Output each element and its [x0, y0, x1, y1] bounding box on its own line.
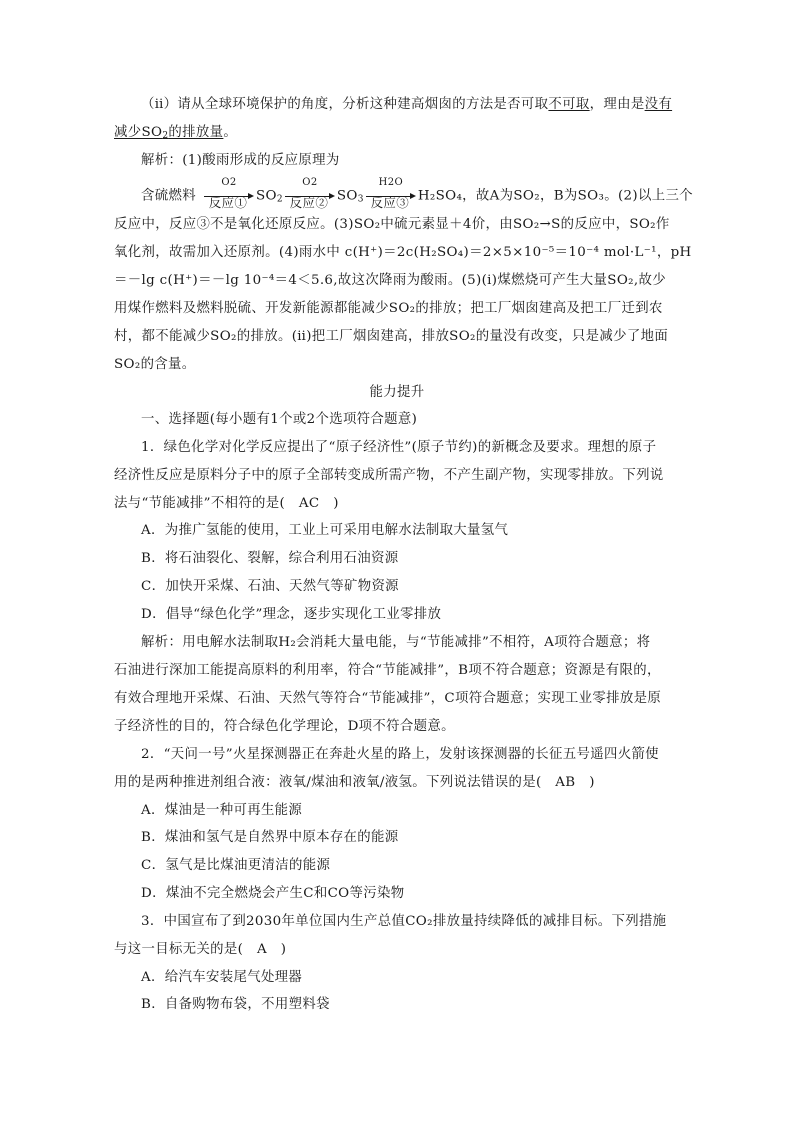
question-1-analysis: 子经济性的目的，符合绿色化学理论，D项不符合题意。 — [114, 719, 455, 734]
analysis-line: ＝－lg c(H⁺)＝－lg 10⁻⁴＝4＜5.6,故这次降雨为酸雨。(5)(ⅰ)煤燃烧可产生大量SO₂,故少 — [114, 273, 666, 288]
analysis-line: 反应中，反应③不是氧化还原反应。(3)SO₂中硫元素显＋4价，由SO₂→S的反应中，SO₂作 — [114, 217, 670, 232]
question-1-option-d: D．倡导“绿色化学”理念，逐步实现化工业零排放 — [141, 607, 442, 622]
question-3-option-a: A．给汽车安装尾气处理器 — [141, 970, 303, 985]
analysis-heading: 解析：(1)酸雨形成的反应原理为 — [141, 153, 340, 168]
question-2-option-c: C．氢气是比煤油更清洁的能源 — [141, 858, 331, 873]
answer-underlined: 不可取 — [548, 97, 590, 112]
reaction-arrow-2: O2 反应② — [285, 186, 335, 206]
reaction-equation-line: 含硫燃料 O2 反应① $SO_2$ O2 反应② $SO_3$ H2O 反应③ H₂SO₄，故A为SO₂，B为SO₃。(2)以上三个 — [141, 177, 693, 210]
question-2-option-d: D．煤油不完全燃烧会产生C和CO等污染物 — [141, 886, 405, 901]
answer-underlined: 没有 — [644, 97, 673, 112]
part-title: 一、选择题(每小题有1个或2个选项符合题意) — [141, 412, 418, 427]
question-1-analysis: 解析：用电解水法制取H₂会消耗大量电能，与“节能减排”不相符，A项符合题意；将 — [141, 635, 651, 650]
analysis-line: SO₂的含量。 — [114, 357, 196, 372]
question-1-option-b: B．将石油裂化、裂解，综合利用石油资源 — [141, 551, 399, 566]
question-continuation-line-1 — [141, 95, 711, 115]
question-3-stem: 3．中国宣布了到2030年单位国内生产总值CO₂排放量持续降低的减排目标。下列措施 — [141, 914, 667, 929]
analysis-line: 氧化剂，故需加入还原剂。(4)雨水中 c(H⁺)＝2c(H₂SO₄)＝2×5×10⁻⁵＝10⁻⁴ mol·L⁻¹，pH — [114, 245, 692, 260]
reaction-arrow-1: O2 反应① — [204, 186, 254, 206]
section-title: 能力提升 — [369, 385, 425, 400]
answer-underlined: 减少$SO_2$的排放量 — [114, 125, 224, 141]
analysis-line: 用煤作燃料及燃料脱硫、开发新能源都能减少SO₂的排放；把工厂烟囱建高及把工厂迁到农 — [114, 301, 663, 316]
question-2-stem: 用的是两种推进剂组合液：液氧/煤油和液氧/液氢。下列说法错误的是( AB ) — [114, 775, 595, 790]
question-1-stem: 1．绿色化学对化学反应提出了“原子经济性”(原子节约)的新概念及要求。理想的原子 — [141, 440, 657, 455]
question-2-stem: 2．“天问一号”火星探测器正在奔赴火星的路上，发射该探测器的长征五号遥四火箭使 — [141, 747, 659, 762]
question-3-stem: 与这一目标无关的是( A ) — [114, 942, 287, 957]
question-1-analysis: 有效合理地开采煤、石油、天然气等符合“节能减排”，C项符合题意；实现工业零排放是原 — [114, 691, 662, 706]
question-1-stem: 法与“节能减排”不相符的是( AC ) — [114, 496, 339, 511]
reaction-arrow-3: H2O 反应③ — [366, 186, 416, 206]
question-3-option-b: B．自备购物布袋，不用塑料袋 — [141, 997, 330, 1012]
question-2-option-a: A．煤油是一种可再生能源 — [141, 803, 303, 818]
question-continuation-line-2 — [114, 123, 684, 143]
question-1-option-a: A．为推广氢能的使用，工业上可采用电解水法制取大量氢气 — [141, 523, 509, 538]
question-2-option-b: B．煤油和氢气是自然界中原本存在的能源 — [141, 830, 399, 845]
analysis-line: 村，都不能减少SO₂的排放。(ⅱ)把工厂烟囱建高，排放SO₂的量没有改变，只是减少了地面 — [114, 329, 669, 344]
question-1-stem: 经济性反应是原料分子中的原子全部转变成所需产物，不产生副产物，实现零排放。下列说 — [114, 468, 664, 483]
text-span: （ⅱ）请从全球环境保护的角度，分析这种建高烟囱的方法是否可取 — [141, 97, 549, 112]
text-span: ，理由是 — [589, 97, 645, 112]
question-1-analysis: 石油进行深加工能提高原料的利用率，符合“节能减排”，B项不符合题意；资源是有限的， — [114, 663, 661, 678]
question-1-option-c: C．加快开采煤、石油、天然气等矿物资源 — [141, 579, 399, 594]
text-span: 。 — [223, 125, 238, 140]
